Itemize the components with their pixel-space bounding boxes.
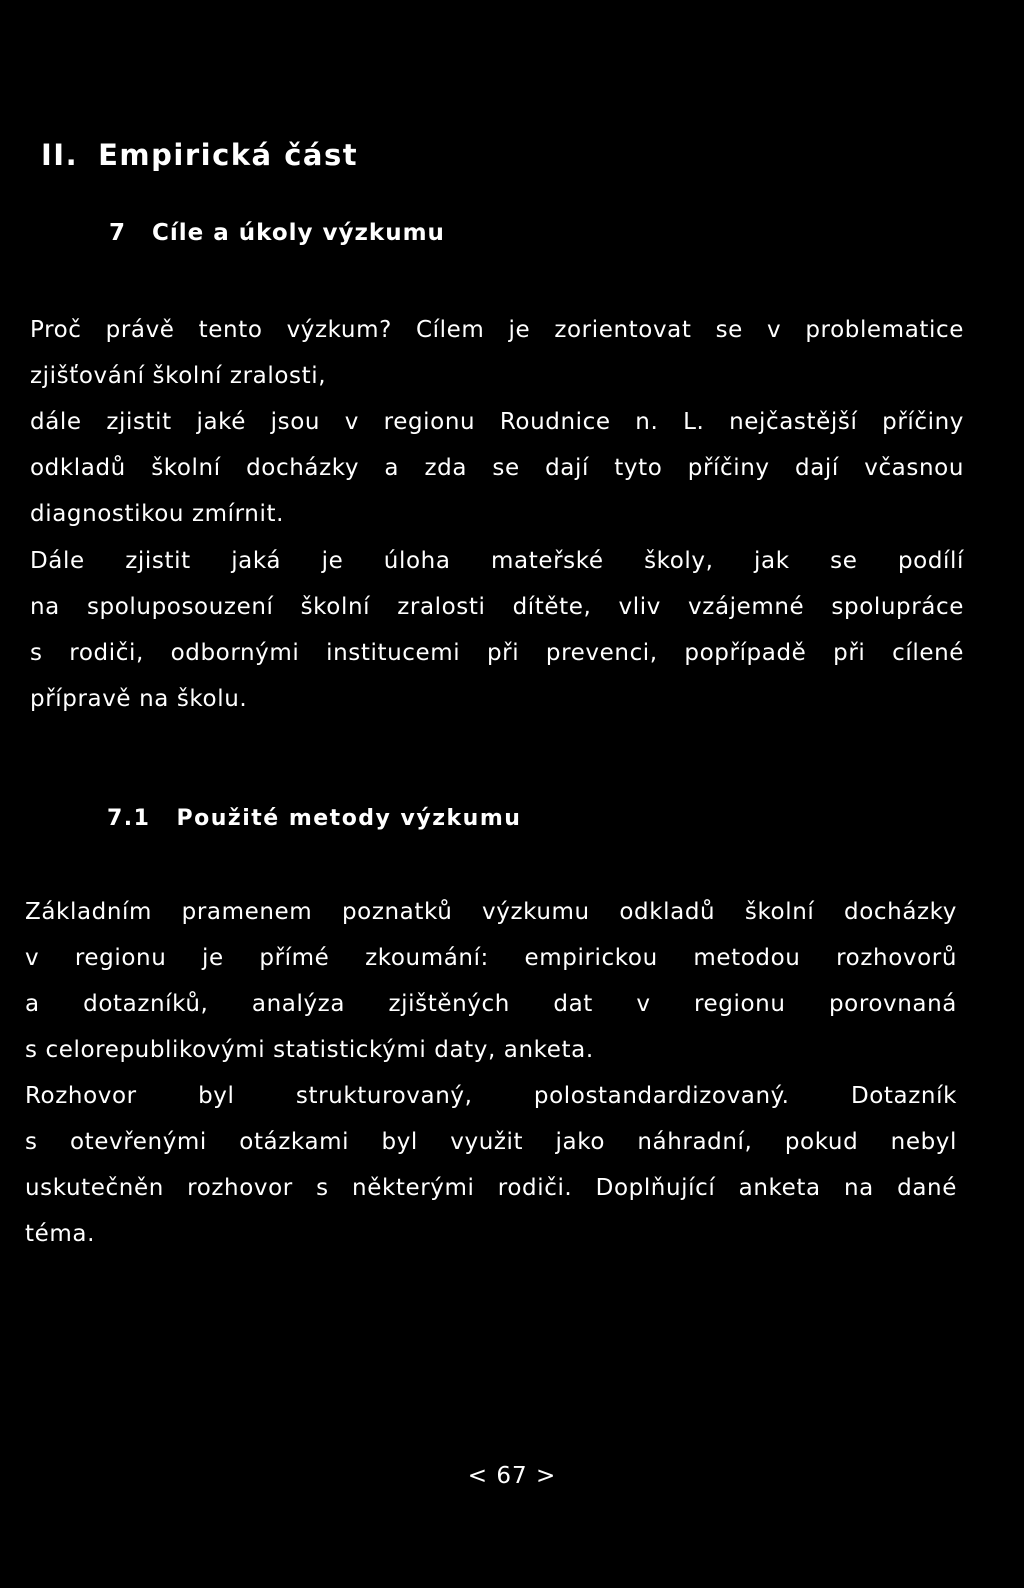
paragraph-line: odkladů školní docházky a zda se dají tyto příčiny dají včasnou: [30, 455, 964, 481]
chapter-title: Cíle a úkoly výzkumu: [152, 220, 445, 246]
chapter-heading: [109, 220, 445, 246]
paragraph-line: uskutečněn rozhovor s některými rodiči. Doplňující anketa na dané: [25, 1175, 957, 1201]
section-title: Použité metody výzkumu: [176, 806, 522, 831]
paragraph-line: s celorepublikovými statistickými daty, anketa.: [25, 1037, 594, 1063]
paragraph-line: diagnostikou zmírnit.: [30, 501, 284, 527]
paragraph-goals: [30, 307, 964, 537]
paragraph-line: Základním pramenem poznatků výzkumu odkladů školní docházky: [25, 899, 957, 925]
part-title: Empirická část: [98, 138, 359, 172]
paragraph-line: a dotazníků, analýza zjištěných dat v regionu porovnaná: [25, 991, 957, 1017]
paragraph-line: Proč právě tento výzkum? Cílem je zorientovat se v problematice: [30, 317, 964, 343]
paragraph-line: dále zjistit jaké jsou v regionu Roudnice n. L. nejčastější příčiny: [30, 409, 964, 435]
paragraph-line: na spoluposouzení školní zralosti dítěte, vliv vzájemné spolupráce: [30, 594, 964, 620]
section-heading: [107, 806, 521, 831]
paragraph-line: v regionu je přímé zkoumání: empirickou metodou rozhovorů: [25, 945, 957, 971]
paragraph-line: přípravě na školu.: [30, 686, 248, 712]
paragraph-tasks: [30, 538, 964, 722]
paragraph-line: s otevřenými otázkami byl využit jako náhradní, pokud nebyl: [25, 1129, 957, 1155]
section-number: 7.1: [107, 806, 151, 831]
paragraph-line: zjišťování školní zralosti,: [30, 363, 327, 389]
paragraph-line: Dále zjistit jaká je úloha mateřské školy, jak se podílí: [30, 548, 964, 574]
paragraph-line: s rodiči, odbornými institucemi při prevenci, popřípadě při cílené: [30, 640, 964, 666]
part-number: II.: [41, 138, 79, 172]
paragraph-line: téma.: [25, 1221, 95, 1247]
part-heading: [41, 138, 358, 172]
paragraph-line: Rozhovor byl strukturovaný, polostandardizovaný. Dotazník: [25, 1083, 957, 1109]
paragraph-methods: [25, 889, 957, 1257]
chapter-number: 7: [109, 220, 127, 246]
page-number: < 67 >: [467, 1463, 557, 1489]
